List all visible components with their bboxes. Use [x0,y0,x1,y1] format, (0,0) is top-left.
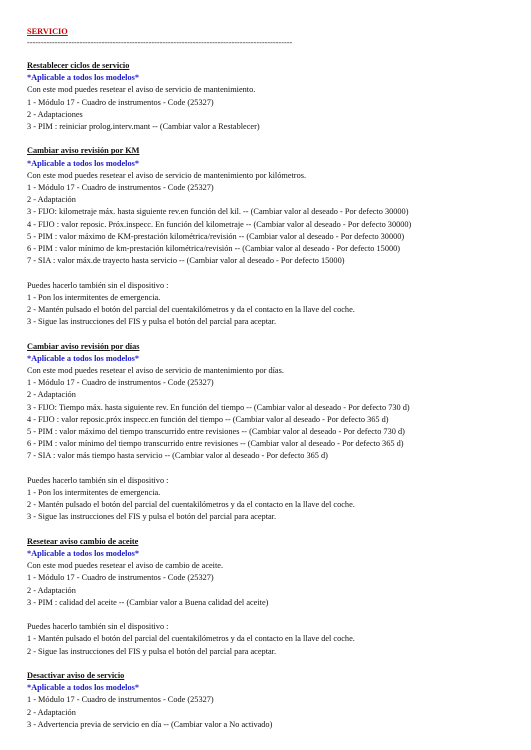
service-section [27,536,517,658]
instruction-line: 4 - FIJO : valor reposic. Próx.inspecc. En función del kilometraje -- (Cambiar valor al deseado - Por defecto 30000) [27,219,412,229]
sections-container [27,60,517,743]
instruction-line: 1 - Módulo 17 - Cuadro de instrumentos - Code (25327) [27,97,214,107]
instruction-line: 3 - Advertencia previa de servicio en día -- (Cambiar valor a No activado) [27,719,273,729]
applies-note: *Aplicable a todos los modelos* [27,683,140,693]
instruction-line: 6 - PIM : valor mínimo del tiempo transcurrido entre revisiones -- (Cambiar valor al deseado - Por defecto 365 d) [27,439,404,449]
spacer [27,463,517,475]
manual-step-line: Puedes hacerlo también sin el dispositivo : [27,622,169,632]
instruction-line: Con este mod puedes resetear el aviso de servicio de mantenimiento por kilómetros. [27,170,307,180]
instruction-line: 2 - Adaptaciones [27,109,83,119]
section-title: Resetear aviso cambio de aceite [27,536,139,546]
section-heading-servicio: SERVICIO [27,27,68,36]
instruction-line: 3 - PIM : calidad del aceite -- (Cambiar valor a Buena calidad del aceite) [27,597,269,607]
section-title: Cambiar aviso revisión por días [27,341,140,351]
manual-step-line: 1 - Pon los intermitentes de emergencia. [27,292,161,302]
instruction-line: 4 - FIJO : valor reposic.próx inspecc.en función del tiempo -- (Cambiar valor al deseado - Por defecto 365 d) [27,414,389,424]
instruction-line: 3 - FIJO: kilometraje máx. hasta siguiente rev.en función del kil. -- (Cambiar valor al deseado - Por defecto 30000) [27,207,409,217]
applies-note: *Aplicable a todos los modelos* [27,73,140,83]
instruction-line: 6 - PIM : valor mínimo de km-prestación kilométrica/revisión -- (Cambiar valor al deseado - Por defecto 15000) [27,244,401,254]
manual-step-line: 2 - Mantén pulsado el botón del parcial del cuentakilómetros y da el contacto en la llave del coche. [27,500,355,510]
instruction-line: 5 - PIM : valor máximo del tiempo transcurrido entre revisiones -- (Cambiar valor al deseado - Por defecto 730 d) [27,427,405,437]
instruction-line: Con este mod puedes resetear el aviso de servicio de mantenimiento. [27,85,256,95]
instruction-line: Con este mod puedes resetear el aviso de servicio de mantenimiento por días. [27,366,284,376]
manual-step-line: 1 - Pon los intermitentes de emergencia. [27,488,161,498]
spacer [27,609,517,621]
manual-step-line: 3 - Sigue las instrucciones del FIS y pulsa el botón del parcial para aceptar. [27,317,277,327]
applies-note: *Aplicable a todos los modelos* [27,158,140,168]
service-section [27,670,517,731]
instruction-line: Con este mod puedes resetear el aviso de cambio de aceite. [27,561,224,571]
manual-step-line: Puedes hacerlo también sin el dispositivo : [27,280,169,290]
instruction-line: 5 - PIM : valor máximo de KM-prestación kilométrica/revisión -- (Cambiar valor al deseado - Por defecto 30000) [27,231,405,241]
section-title: Cambiar aviso revisión por KM [27,146,140,156]
manual-step-line: 1 - Mantén pulsado el botón del parcial del cuentakilómetros y da el contacto en la llave del coche. [27,634,355,644]
service-section [27,145,517,328]
instruction-line: 1 - Módulo 17 - Cuadro de instrumentos - Code (25327) [27,695,214,705]
spacer [27,267,517,279]
instruction-line: 3 - FIJO: Tiempo máx. hasta siguiente rev. En función del tiempo -- (Cambiar valor al deseado - Por defecto 730 d) [27,402,410,412]
instruction-line: 7 - SIA : valor máx.de trayecto hasta servicio -- (Cambiar valor al deseado - Por defecto 15000) [27,256,345,266]
manual-step-line: 2 - Mantén pulsado el botón del parcial del cuentakilómetros y da el contacto en la llave del coche. [27,305,355,315]
instruction-line: 7 - SIA : valor más tiempo hasta servicio -- (Cambiar valor al deseado - Por defecto 365 d) [27,451,328,461]
applies-note: *Aplicable a todos los modelos* [27,549,140,559]
dashed-divider: ------------------------------------------------------------------------------------------------ [27,38,293,47]
instruction-line: 1 - Módulo 17 - Cuadro de instrumentos - Code (25327) [27,378,214,388]
manual-step-line: 3 - Sigue las instrucciones del FIS y pulsa el botón del parcial para aceptar. [27,512,277,522]
instruction-line: 1 - Módulo 17 - Cuadro de instrumentos - Code (25327) [27,573,214,583]
section-title: Desactivar aviso de servicio [27,671,125,681]
service-section [27,341,517,524]
instruction-line: 2 - Adaptación [27,707,76,717]
manual-step-line: Puedes hacerlo también sin el dispositivo : [27,475,169,485]
section-title: Restablecer ciclos de servicio [27,61,130,70]
service-section [27,60,517,133]
instruction-line: 2 - Adaptación [27,585,76,595]
manual-step-line: 2 - Sigue las instrucciones del FIS y pulsa el botón del parcial para aceptar. [27,646,277,656]
instruction-line: 2 - Adaptación [27,195,76,205]
applies-note: *Aplicable a todos los modelos* [27,353,140,363]
instruction-line: 2 - Adaptación [27,390,76,400]
instruction-line: 3 - PIM : reiniciar prolog.interv.mant -- (Cambiar valor a Restablecer) [27,122,260,132]
instruction-line: 1 - Módulo 17 - Cuadro de instrumentos - Code (25327) [27,183,214,193]
